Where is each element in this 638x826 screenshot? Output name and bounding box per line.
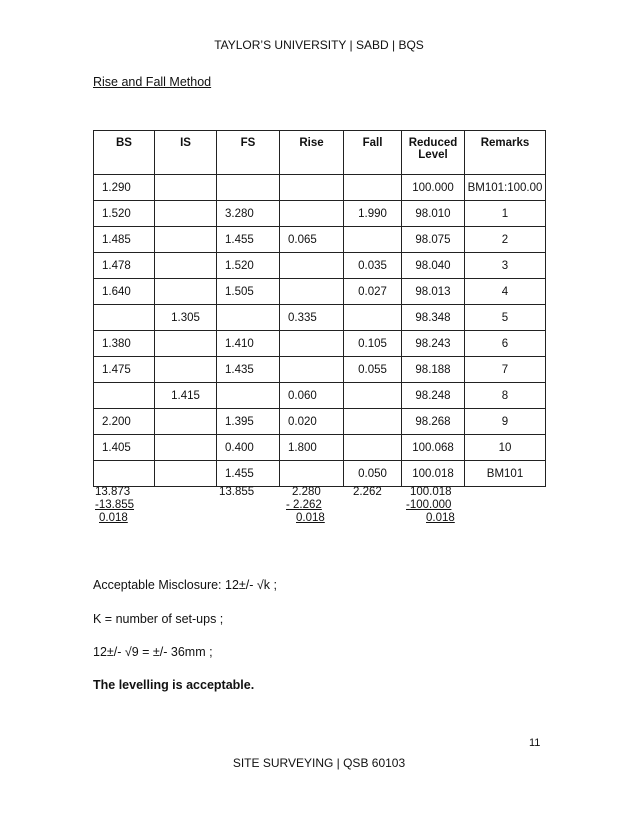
cell-rise bbox=[280, 357, 344, 383]
cell-is bbox=[155, 461, 217, 487]
misclosure-calculation: 12±/- √9 = ±/- 36mm ; bbox=[93, 645, 213, 659]
cell-is bbox=[155, 175, 217, 201]
table-row bbox=[94, 331, 546, 357]
header-fall: Fall bbox=[344, 131, 402, 175]
cell-bs: 1.290 bbox=[94, 175, 155, 201]
table-row bbox=[94, 383, 546, 409]
cell-bs: 1.380 bbox=[94, 331, 155, 357]
header-reduced-level bbox=[402, 131, 465, 175]
check-fs-total: 13.855 bbox=[219, 486, 255, 498]
cell-remarks: 3 bbox=[465, 253, 546, 279]
cell-bs: 1.478 bbox=[94, 253, 155, 279]
check-rise-minus: - 2.262 bbox=[286, 499, 322, 511]
table-row bbox=[94, 435, 546, 461]
cell-bs: 1.405 bbox=[94, 435, 155, 461]
cell-fall bbox=[344, 435, 402, 461]
cell-is bbox=[155, 409, 217, 435]
cell-rl: 98.348 bbox=[402, 305, 465, 331]
cell-is bbox=[155, 279, 217, 305]
cell-rl: 98.075 bbox=[402, 227, 465, 253]
check-rl-total: 100.018 bbox=[410, 486, 452, 498]
check-rl-minus: -100.000 bbox=[406, 499, 452, 511]
header-reduced-line2: Level bbox=[418, 149, 448, 161]
header-rise: Rise bbox=[280, 131, 344, 175]
cell-bs bbox=[94, 461, 155, 487]
cell-rise bbox=[280, 201, 344, 227]
check-rise-diff: 0.018 bbox=[296, 512, 325, 524]
cell-fall bbox=[344, 383, 402, 409]
cell-fall: 0.027 bbox=[344, 279, 402, 305]
acceptable-misclosure: Acceptable Misclosure: 12±/- √k ; bbox=[93, 578, 277, 592]
check-bs-diff: 0.018 bbox=[99, 512, 128, 524]
cell-fall bbox=[344, 227, 402, 253]
table-header-row bbox=[94, 131, 546, 175]
cell-bs: 1.640 bbox=[94, 279, 155, 305]
table-body bbox=[94, 175, 546, 487]
cell-bs: 1.485 bbox=[94, 227, 155, 253]
cell-fs bbox=[217, 175, 280, 201]
cell-fall: 0.035 bbox=[344, 253, 402, 279]
header-bs: BS bbox=[94, 131, 155, 175]
cell-remarks: 7 bbox=[465, 357, 546, 383]
cell-rise: 1.800 bbox=[280, 435, 344, 461]
cell-fall bbox=[344, 175, 402, 201]
cell-fs bbox=[217, 305, 280, 331]
cell-bs: 2.200 bbox=[94, 409, 155, 435]
conclusion: The levelling is acceptable. bbox=[93, 678, 255, 692]
cell-remarks: BM101 bbox=[465, 461, 546, 487]
cell-remarks: 8 bbox=[465, 383, 546, 409]
check-fall bbox=[353, 486, 382, 499]
cell-rl: 98.010 bbox=[402, 201, 465, 227]
cell-fs: 1.455 bbox=[217, 227, 280, 253]
check-bs-total: 13.873 bbox=[95, 486, 131, 498]
cell-rl: 98.268 bbox=[402, 409, 465, 435]
cell-fall: 0.105 bbox=[344, 331, 402, 357]
cell-bs bbox=[94, 383, 155, 409]
cell-fs: 0.400 bbox=[217, 435, 280, 461]
cell-fs: 1.435 bbox=[217, 357, 280, 383]
table-row bbox=[94, 409, 546, 435]
table-row bbox=[94, 279, 546, 305]
cell-rl: 100.018 bbox=[402, 461, 465, 487]
cell-rise: 0.020 bbox=[280, 409, 344, 435]
page-number: 11 bbox=[529, 737, 541, 749]
table-row bbox=[94, 253, 546, 279]
cell-is bbox=[155, 357, 217, 383]
cell-fs: 1.395 bbox=[217, 409, 280, 435]
k-definition: K = number of set-ups ; bbox=[93, 612, 224, 626]
table-row bbox=[94, 227, 546, 253]
check-rl-diff: 0.018 bbox=[426, 512, 455, 524]
check-rl bbox=[406, 486, 455, 525]
page-footer: SITE SURVEYING | QSB 60103 bbox=[232, 756, 406, 770]
cell-remarks: 5 bbox=[465, 305, 546, 331]
cell-rl: 98.243 bbox=[402, 331, 465, 357]
cell-remarks: BM101:100.00 bbox=[465, 175, 546, 201]
cell-bs: 1.475 bbox=[94, 357, 155, 383]
cell-rise bbox=[280, 331, 344, 357]
cell-rise: 0.065 bbox=[280, 227, 344, 253]
cell-fall: 0.055 bbox=[344, 357, 402, 383]
cell-rise: 0.335 bbox=[280, 305, 344, 331]
header-remarks: Remarks bbox=[465, 131, 546, 175]
header-fs: FS bbox=[217, 131, 280, 175]
cell-fs: 1.520 bbox=[217, 253, 280, 279]
cell-fs: 1.455 bbox=[217, 461, 280, 487]
cell-is bbox=[155, 435, 217, 461]
cell-is: 1.305 bbox=[155, 305, 217, 331]
cell-remarks: 6 bbox=[465, 331, 546, 357]
cell-fs: 1.505 bbox=[217, 279, 280, 305]
cell-rl: 100.068 bbox=[402, 435, 465, 461]
cell-remarks: 1 bbox=[465, 201, 546, 227]
cell-fs bbox=[217, 383, 280, 409]
cell-rl: 98.188 bbox=[402, 357, 465, 383]
check-bs bbox=[95, 486, 134, 525]
cell-fs: 1.410 bbox=[217, 331, 280, 357]
cell-rise bbox=[280, 461, 344, 487]
rise-fall-table bbox=[93, 130, 546, 487]
check-rise-total: 2.280 bbox=[292, 486, 321, 498]
cell-is bbox=[155, 253, 217, 279]
check-rise bbox=[286, 486, 325, 525]
cell-rise: 0.060 bbox=[280, 383, 344, 409]
cell-is bbox=[155, 201, 217, 227]
cell-fall bbox=[344, 409, 402, 435]
cell-is: 1.415 bbox=[155, 383, 217, 409]
table-row bbox=[94, 175, 546, 201]
cell-fall: 0.050 bbox=[344, 461, 402, 487]
cell-remarks: 2 bbox=[465, 227, 546, 253]
header-reduced-line1: Reduced bbox=[408, 137, 458, 149]
cell-rl: 98.248 bbox=[402, 383, 465, 409]
cell-is bbox=[155, 227, 217, 253]
cell-rise bbox=[280, 279, 344, 305]
cell-remarks: 4 bbox=[465, 279, 546, 305]
check-bs-minus: -13.855 bbox=[95, 499, 135, 511]
cell-remarks: 9 bbox=[465, 409, 546, 435]
arithmetic-check bbox=[0, 486, 638, 536]
table-row bbox=[94, 201, 546, 227]
cell-rl: 98.040 bbox=[402, 253, 465, 279]
cell-bs: 1.520 bbox=[94, 201, 155, 227]
cell-fall: 1.990 bbox=[344, 201, 402, 227]
cell-rl: 98.013 bbox=[402, 279, 465, 305]
cell-remarks: 10 bbox=[465, 435, 546, 461]
check-fall-total: 2.262 bbox=[353, 486, 382, 498]
check-fs bbox=[219, 486, 254, 499]
cell-rise bbox=[280, 253, 344, 279]
table-row bbox=[94, 305, 546, 331]
table-row bbox=[94, 357, 546, 383]
cell-fall bbox=[344, 305, 402, 331]
cell-bs bbox=[94, 305, 155, 331]
cell-rise bbox=[280, 175, 344, 201]
cell-is bbox=[155, 331, 217, 357]
cell-rl: 100.000 bbox=[402, 175, 465, 201]
header-is: IS bbox=[155, 131, 217, 175]
table-row bbox=[94, 461, 546, 487]
section-title: Rise and Fall Method bbox=[93, 75, 212, 89]
cell-fs: 3.280 bbox=[217, 201, 280, 227]
page-header: TAYLOR’S UNIVERSITY | SABD | BQS bbox=[214, 38, 424, 52]
